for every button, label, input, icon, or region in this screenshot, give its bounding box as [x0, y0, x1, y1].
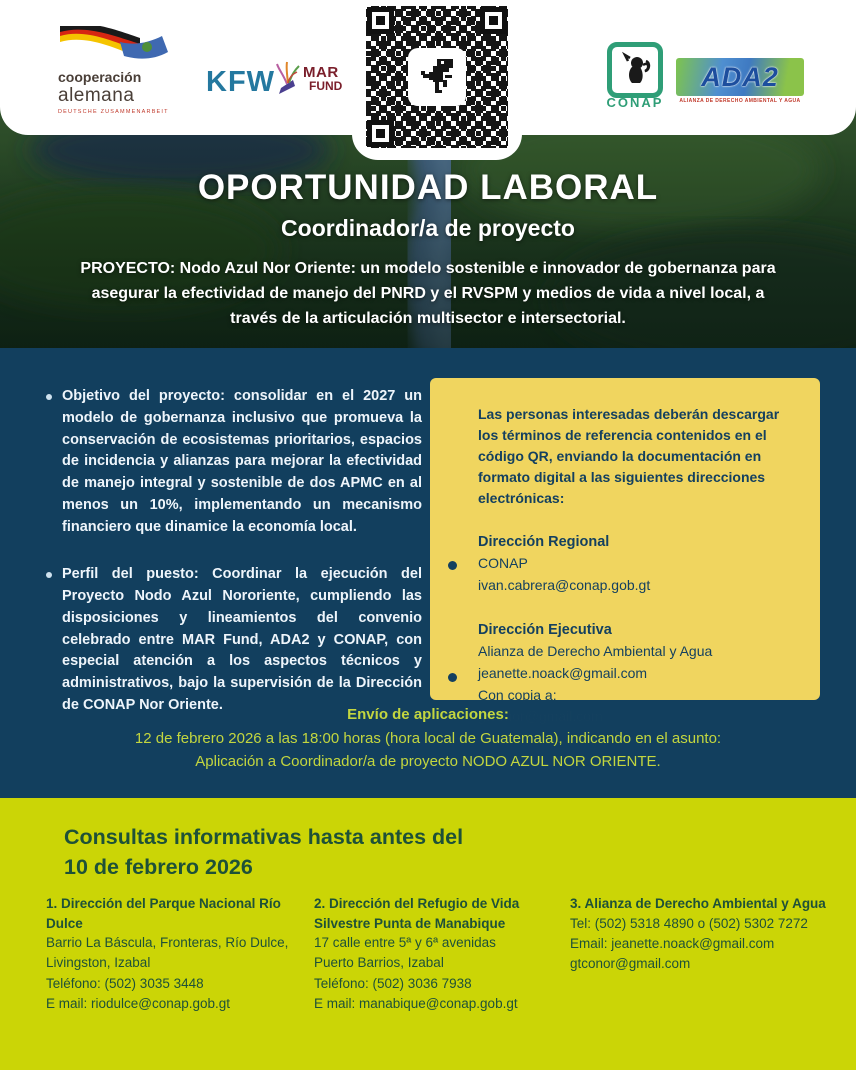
contact-phone: Teléfono: (502) 3035 3448: [46, 975, 204, 991]
email-text: jeanette.noack@gmail.com: [478, 665, 648, 681]
ada2-subtitle: ALIANZA DE DERECHO AMBIENTAL Y AGUA: [679, 98, 801, 104]
deadline-body: 12 de febrero 2026 a las 18:00 horas (hora local de Guatemala), indicando en el asunto: Aplicación a Coordinador/a de proyecto NODO AZUL NOR ORIENTE.: [134, 730, 722, 770]
page-title: OPORTUNIDAD LABORAL: [197, 168, 659, 207]
contact-title: 1. Dirección del Parque Nacional Río Dulce: [46, 896, 281, 931]
contact-email: E mail: manabique@conap.gob.gt: [314, 995, 518, 1011]
contact-phone: Tel: (502) 5318 4890 o (502) 5302 7272: [570, 915, 808, 931]
contact-title: 2. Dirección del Refugio de Vida Silvestre Punta de Manabique: [314, 896, 520, 931]
ada2-logo: [676, 58, 804, 104]
contact-card-ada2: [570, 894, 836, 1014]
apply-intro: Las personas interesadas deberán descargar los términos de referencia contenidos en el código QR, enviando la documentación en formato digital a las siguientes direcciones electrónicas:: [478, 406, 780, 506]
conap-logo: [602, 42, 668, 110]
mar-text-line1: MAR: [303, 63, 339, 81]
contacts-heading: Consultas informativas hasta antes del 10 de febrero 2026: [64, 825, 464, 880]
qr-finder-icon: [480, 7, 507, 34]
contact-card-rio-dulce: [46, 894, 300, 1014]
contact-email: Email: jeanette.noack@gmail.com: [570, 935, 775, 951]
qr-code-tab: [352, 0, 522, 160]
section-line: Alianza de Derecho Ambiental y Agua: [478, 643, 713, 660]
contact-columns: [46, 894, 836, 1014]
bullet-icon: [448, 673, 457, 682]
details-section: [0, 348, 856, 798]
coop-text-line3: DEUTSCHE ZUSAMMENARBEIT: [58, 109, 169, 115]
contact-title: 3. Alianza de Derecho Ambiental y Agua: [570, 896, 826, 911]
coop-text-line1: cooperación: [58, 69, 142, 85]
mar-text-line2: FUND: [309, 78, 343, 93]
contact-card-manabique: [314, 894, 556, 1014]
contact-address: 17 calle entre 5ª y 6ª avenidas: [314, 935, 496, 951]
list-item: [46, 386, 422, 538]
bullet-icon: [46, 572, 52, 578]
contact-phone: Teléfono: (502) 3036 7938: [314, 975, 472, 991]
coop-text-line2: alemana: [58, 85, 135, 106]
project-bullets: [46, 386, 422, 743]
section-line: Con copia a:: [478, 686, 557, 703]
ada2-box: [676, 58, 804, 96]
mar-fund-logo: [273, 60, 342, 96]
deadline-title: Envío de aplicaciones:: [347, 706, 509, 723]
cooperacion-alemana-logo: [58, 26, 198, 115]
contact-address: Barrio La Báscula, Fronteras, Río Dulce, Livingston, Izabal: [46, 935, 289, 971]
contact-email: gtconor@gmail.com: [570, 956, 691, 972]
conap-label: CONAP: [606, 95, 664, 110]
section-title: Dirección Regional: [478, 534, 610, 550]
qr-finder-icon: [367, 7, 394, 34]
qr-finder-icon: [367, 120, 394, 147]
mar-fund-text: [303, 65, 342, 92]
contact-address: Puerto Barrios, Izabal: [314, 955, 444, 971]
apply-section-regional: [478, 531, 792, 597]
email-text: ivan.cabrera@conap.gob.gt: [478, 577, 651, 594]
list-item: [46, 564, 422, 716]
conap-monkey-icon: [607, 42, 663, 98]
kfw-logo: KFW: [206, 66, 276, 98]
qr-dino-icon: [408, 48, 466, 106]
page-subtitle: Coordinador/a de proyecto: [281, 215, 575, 241]
section-title: Dirección Ejecutiva: [478, 621, 612, 638]
objective-text: Objetivo del proyecto: consolidar en el 2027 un modelo de gobernanza inclusivo que promueva la conservación de ecosistemas prioritarios, espacios de incidencia y alianzas para mejorar la efectividad de manejo integral y sostenible de dos APMC en al menos un 10%, implementando un mecanismo financiero que dinamice la economía local.: [62, 388, 422, 535]
ada2-title: ADA2: [701, 61, 779, 92]
section-line: CONAP: [478, 555, 528, 572]
german-cooperation-flag-icon: [58, 26, 192, 62]
email-text: gtconor@gmail.com: [478, 708, 603, 725]
contacts-section: [0, 798, 856, 1070]
bullet-icon: [448, 561, 457, 570]
sea-fan-icon: [273, 60, 301, 96]
application-instructions-box: [430, 378, 820, 725]
qr-code: [366, 6, 508, 148]
project-description: PROYECTO: Nodo Azul Nor Oriente: un modelo sostenible e innovador de gobernanza para asegurar la efectividad de manejo del PNRD y el RVSPM y medios de vida a nivel local, a través de la articulación multisector e intersectorial.: [80, 260, 776, 327]
contact-email: E mail: riodulce@conap.gob.gt: [46, 995, 231, 1011]
profile-text: Perfil del puesto: Coordinar la ejecución del Proyecto Nodo Azul Nororiente, cumpliendo las disposiciones y lineamientos del convenio celebrado entre MAR Fund, ADA2 y CONAP, con especial atención a los aspectos técnicos y administrativos, bajo la supervisión de la Dirección de CONAP Nor Oriente.: [62, 566, 422, 713]
application-deadline: [108, 706, 748, 773]
bullet-icon: [46, 394, 52, 400]
